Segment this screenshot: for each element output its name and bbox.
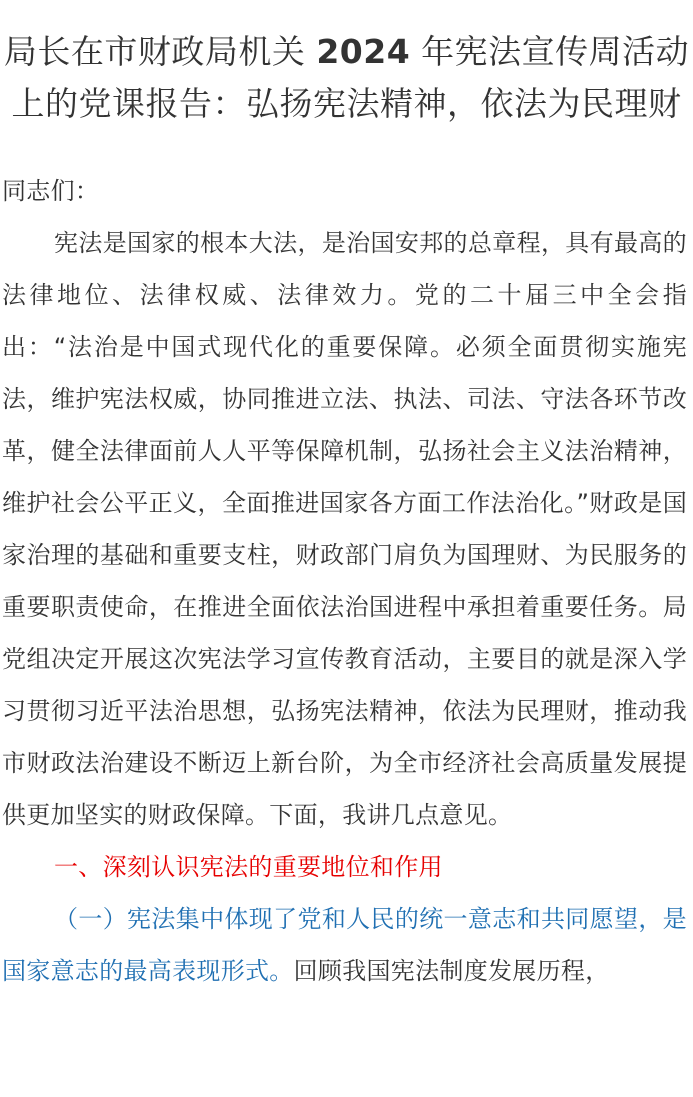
title-year: 2024 bbox=[316, 32, 411, 71]
subsection-text: 回顾我国宪法制度发展历程， bbox=[293, 957, 610, 985]
document-title bbox=[0, 0, 693, 130]
subsection-paragraph bbox=[0, 893, 693, 997]
section-heading: 一、深刻认识宪法的重要地位和作用 bbox=[54, 853, 443, 881]
subsection-heading: （一）宪法集中体现了党和人民的统一意志和共同愿望，是国家意志的最高表现形式。 bbox=[2, 905, 687, 985]
greeting: 同志们： bbox=[2, 177, 100, 205]
intro-paragraph: 宪法是国家的根本大法，是治国安邦的总章程，具有最高的法律地位、法律权威、法律效力。党的二十届三中全会指出：“法治是中国式现代化的重要保障。必须全面贯彻实施宪法，维护宪法权威，协同推进立法、执法、司法、守法各环节改革，健全法律面前人人平等保障机制，弘扬社会主义法治精神，维护社会公平正义，全面推进国家各方面工作法治化。”财政是国家治理的基础和重要支柱，财政部门肩负为国理财、为民服务的重要职责使命，在推进全面依法治国进程中承担着重要任务。局党组决定开展这次宪法学习宣传教育活动，主要目的就是深入学习贯彻习近平法治思想，弘扬宪法精神，依法为民理财，推动我市财政法治建设不断迈上新台阶，为全市经济社会高质量发展提供更加坚实的财政保障。下面，我讲几点意见。 bbox=[2, 229, 687, 829]
title-part-1: 局长在市财政局机关 bbox=[3, 32, 306, 71]
title-part-2: 年宪法宣传周活动上的党课报告：弘扬宪法精神，依法为民理财 bbox=[11, 32, 690, 123]
